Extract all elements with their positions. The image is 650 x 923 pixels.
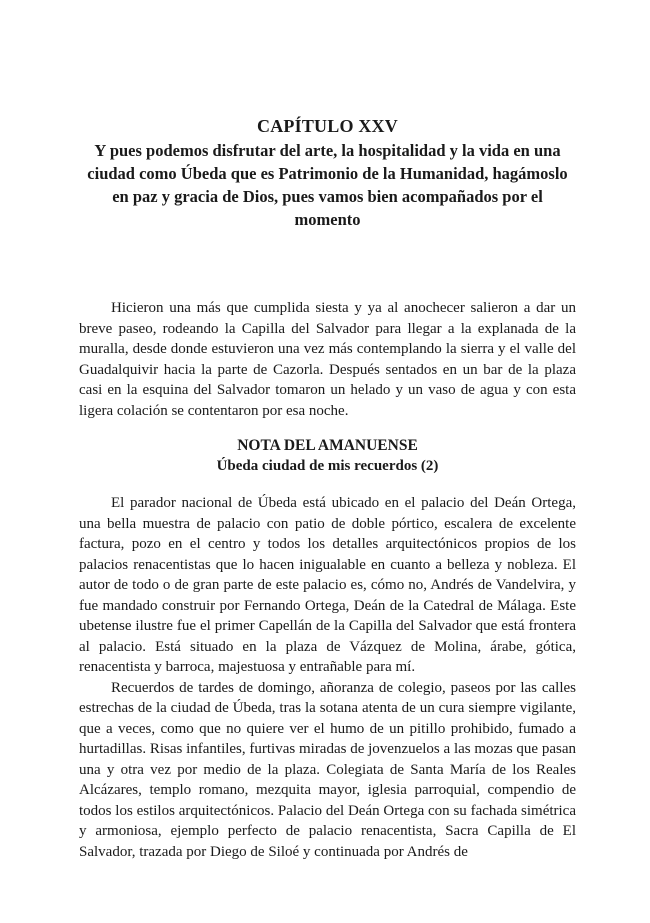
chapter-heading	[79, 114, 576, 231]
note-heading	[79, 435, 576, 477]
note-subtitle: Úbeda ciudad de mis recuerdos (2)	[216, 458, 439, 474]
chapter-title: CAPÍTULO XXV	[257, 116, 398, 136]
chapter-subtitle: Y pues podemos disfrutar del arte, la hospitalidad y la vida en una ciudad como Úbeda que es Patrimonio de la Humanidad, hagámoslo en paz y gracia de Dios, pues vamos bien acompañados por el momento	[87, 141, 568, 229]
opening-section	[79, 298, 576, 421]
note-body	[79, 493, 576, 862]
note-paragraph: El parador nacional de Úbeda está ubicado en el palacio del Deán Ortega, una bella muestra de palacio con patio de doble pórtico, escalera de excelente factura, pozo en el centro y todos los detalles arquitectónicos propios de los palacios renacentistas que lo hacen inigualable en cuanto a belleza y nobleza. El autor de todo o de gran parte de este palacio es, cómo no, Andrés de Vandelvira, y fue mandado construir por Fernando Ortega, Deán de la Catedral de Málaga. Este ubetense ilustre fue el primer Capellán de la Capilla del Salvador que está frontera al palacio. Está situado en la plaza de Vázquez de Molina, árabe, gótica, renacentista y barroca, majestuosa y entrañable para mí.	[79, 495, 576, 675]
opening-paragraph: Hicieron una más que cumplida siesta y ya al anochecer salieron a dar un breve paseo, rodeando la Capilla del Salvador para llegar a la explanada de la muralla, desde donde estuvieron una vez más contemplando la sierra y el valle del Guadalquivir hacia la parte de Cazorla. Después sentados en un bar de la plaza casi en la esquina del Salvador tomaron un helado y un vaso de agua y con esta ligera colación se contentaron por esa noche.	[79, 300, 576, 419]
note-title: NOTA DEL AMANUENSE	[237, 437, 418, 454]
note-paragraph: Recuerdos de tardes de domingo, añoranza de colegio, paseos por las calles estrechas de la ciudad de Úbeda, tras la sotana atenta de un cura siempre vigilante, que a veces, como que no quiere ver el humo de un pitillo prohibido, fumado a hurtadillas. Risas infantiles, furtivas miradas de jovenzuelos a las mozas que pasan una y otra vez por medio de la plaza. Colegiata de Santa María de los Reales Alcázares, templo romano, mezquita mayor, iglesia parroquial, compendio de todos los estilos arquitectónicos. Palacio del Deán Ortega con su fachada simétrica y armoniosa, ejemplo perfecto de palacio renacentista, Sacra Capilla de El Salvador, trazada por Diego de Siloé y continuada por Andrés de	[79, 679, 576, 860]
